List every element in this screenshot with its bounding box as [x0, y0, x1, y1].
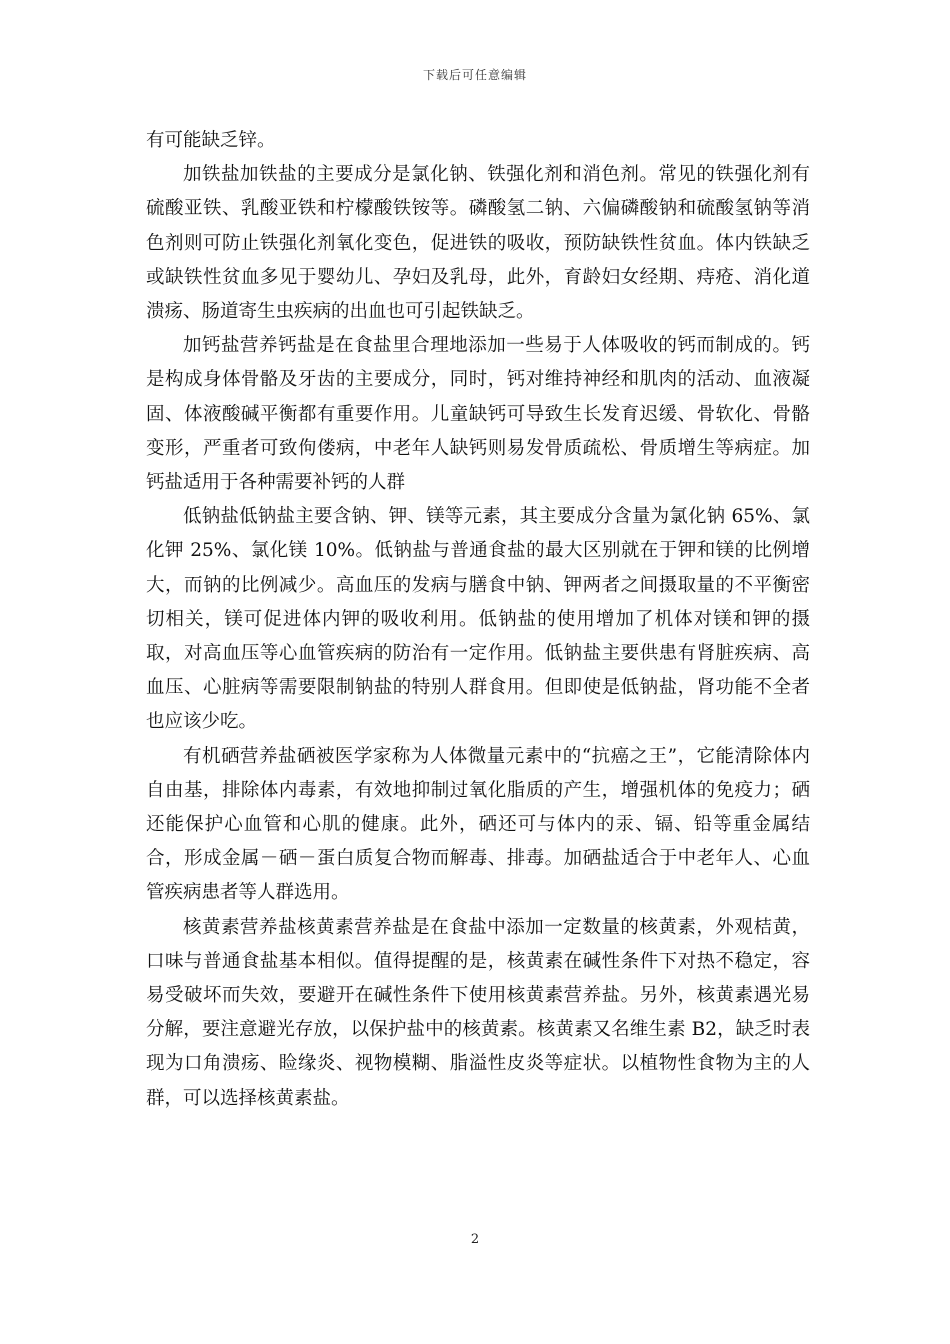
paragraph-selenium-salt: 有机硒营养盐硒被医学家称为人体微量元素中的“抗癌之王”，它能清除体内自由基，排除体内毒素，有效地抑制过氧化脂质的产生，增强机体的免疫力；硒还能保护心血管和心肌的健康。此外，硒还可与体内的汞、镉、铅等重金属结合，形成金属－硒－蛋白质复合物而解毒、排毒。加硒盐适合于中老年人、心血管疾病患者等人群选用。: [146, 745, 810, 904]
paragraph-calcium-salt: 加钙盐营养钙盐是在食盐里合理地添加一些易于人体吸收的钙而制成的。钙是构成身体骨骼及牙齿的主要成分，同时，钙对维持神经和肌肉的活动、血液凝固、体液酸碱平衡都有重要作用。儿童缺钙可导致生长发育迟缓、骨软化、骨骼变形，严重者可致佝偻病，中老年人缺钙则易发骨质疏松、骨质增生等病症。加钙盐适用于各种需要补钙的人群: [146, 335, 810, 494]
paragraph-low-sodium-salt: 低钠盐低钠盐主要含钠、钾、镁等元素，其主要成分含量为氯化钠 65%、氯化钾 25%、氯化镁 10%。低钠盐与普通食盐的最大区别就在于钾和镁的比例增大，而钠的比例减少。高血压的发病与膳食中钠、钾两者之间摄取量的不平衡密切相关，镁可促进体内钾的吸收利用。低钠盐的使用增加了机体对镁和钾的摄取，对高血压等心血管疾病的防治有一定作用。低钠盐主要供患有肾脏疾病、高血压、心脏病等需要限制钠盐的特别人群食用。但即使是低钠盐，肾功能不全者也应该少吃。: [146, 506, 810, 733]
paragraph-continuation: 有可能缺乏锌。: [146, 130, 276, 151]
page-number: 2: [470, 1232, 480, 1247]
paragraph-riboflavin-salt: 核黄素营养盐核黄素营养盐是在食盐中添加一定数量的核黄素，外观桔黄，口味与普通食盐基本相似。值得提醒的是，核黄素在碱性条件下对热不稳定，容易受破坏而失效，要避开在碱性条件下使用核黄素营养盐。另外，核黄素遇光易分解，要注意避光存放，以保护盐中的核黄素。核黄素又名维生素 B2，缺乏时表现为口角溃疡、睑缘炎、视物模糊、脂溢性皮炎等症状。以植物性食物为主的人群，可以选择核黄素盐。: [146, 916, 810, 1109]
page-header: 下载后可任意编辑: [422, 68, 527, 82]
document-body: [146, 124, 810, 1116]
paragraph-iron-salt: 加铁盐加铁盐的主要成分是氯化钠、铁强化剂和消色剂。常见的铁强化剂有硫酸亚铁、乳酸亚铁和柠檬酸铁铵等。磷酸氢二钠、六偏磷酸钠和硫酸氢钠等消色剂则可防止铁强化剂氧化变色，促进铁的吸收，预防缺铁性贫血。体内铁缺乏或缺铁性贫血多见于婴幼儿、孕妇及乳母，此外，育龄妇女经期、痔疮、消化道溃疡、肠道寄生虫疾病的出血也可引起铁缺乏。: [146, 164, 810, 323]
